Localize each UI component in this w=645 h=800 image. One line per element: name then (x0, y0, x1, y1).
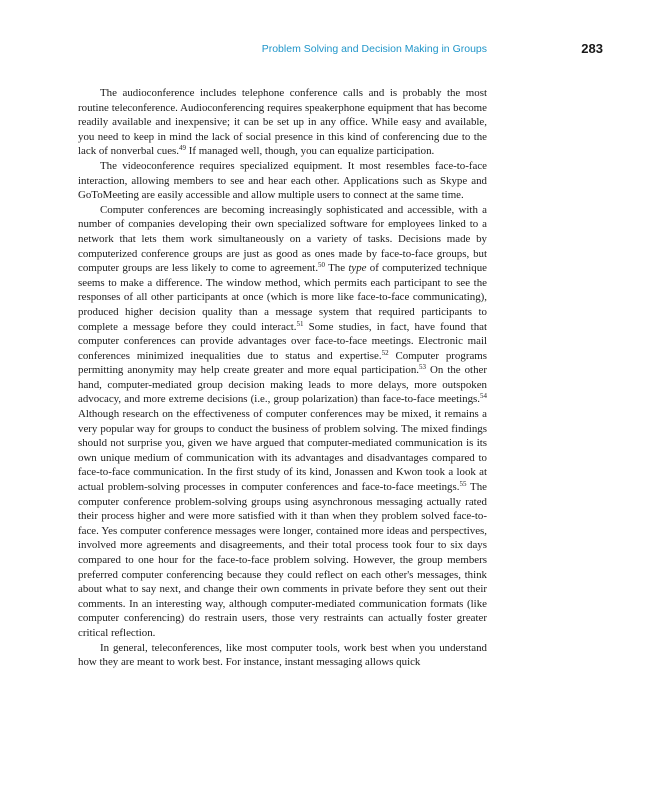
footnote-ref-49[interactable]: 49 (179, 144, 186, 153)
emphasis-type: type (348, 262, 367, 275)
paragraph-audioconference (78, 86, 487, 159)
paragraph-text: of computerized technique seems to make a difference. The window method, which permits each participant to see the responses of all other participants at once (which is more like face-to-face communicating), produced higher decision quality than a message system that required participants to complete a message before they could interact. (78, 262, 487, 333)
page-number: 283 (581, 41, 603, 56)
footnote-ref-50[interactable]: 50 (318, 261, 326, 270)
footnote-ref-51[interactable]: 51 (296, 319, 304, 328)
paragraph-text: The videoconference requires specialized equipment. It most resembles face-to-face interaction, allowing members to see and hear each other. Applications such as Skype and GoToMeeting are easily accessible and allow multiple users to connect at the same time. (78, 159, 487, 202)
paragraph-computer-conferences (78, 203, 487, 641)
paragraph-text: Computer programs permitting anonymity may help create greater and more equal participation. (78, 349, 487, 377)
paragraph-text: If managed well, though, you can equalize participation. (186, 145, 435, 158)
paragraph-text: In general, teleconferences, like most computer tools, work best when you understand how they are meant to work best. For instance, instant messaging allows quick (78, 641, 487, 669)
paragraph-videoconference (78, 159, 487, 203)
body-text (78, 86, 487, 670)
paragraph-general (78, 641, 487, 670)
paragraph-text: Although research on the effectiveness of computer conferences may be mixed, it remains a very popular way for groups to conduct the business of problem solving. The mixed findings should not surprise you, given we have argued that computer-mediated communication is its own unique medium of communication with its advantages and disadvantages compared to face-to-face communication. In the first study of its kind, Jonassen and Kwon took a look at actual problem-solving processes in computer conferences and face-to-face meetings. (78, 408, 487, 494)
paragraph-text: The audioconference includes telephone conference calls and is probably the most routine teleconference. Audioconferencing requires speakerphone equipment that has become readily available and inexpensive; it can be set up in any office. While easy and available, you need to keep in mind the lack of social presence in this kind of conferencing due to the lack of nonverbal cues. (78, 87, 487, 158)
paragraph-text: Some studies, in fact, have found that computer conferences can provide advantages over face-to-face meetings. Electronic mail conferences minimized inequalities due to status and expertise. (78, 320, 488, 362)
paragraph-text: The (325, 262, 349, 275)
footnote-ref-54[interactable]: 54 (480, 392, 487, 401)
running-head: Problem Solving and Decision Making in Groups (261, 43, 487, 55)
paragraph-text: On the other hand, computer-mediated group decision making leads to more delays, more outspoken advocacy, and more extreme decisions (i.e., group polarization) than face-to-face meetings. (78, 364, 487, 406)
paragraph-text: Computer conferences are becoming increasingly sophisticated and accessible, with a number of companies developing their own specialized software for employees linked to a network that lets them work simultaneously on a variety of tasks. Decisions made by computerized conference groups are just as good as ones made by face-to-face groups, but computer groups are less likely to come to agreement. (78, 203, 487, 275)
paragraph-text: The computer conference problem-solving groups using asynchronous messaging actually rated their process higher and were more satisfied with it than when they problem solved face-to-face. Yes computer conference messages were longer, contained more ideas and perspectives, involved more agreements and disagreements, and their total process took four to six days compared to one hour for the face-to-face problem solving. However, the group members preferred computer conferencing because they could reflect on each other's messages, think about what to say next, and change their own comments in private before they sent out their comments. In an interesting way, although computer-mediated communication formats (like computer conferencing) do restrain users, those very restraints can actually foster greater critical reflection. (78, 481, 487, 639)
footnote-ref-55[interactable]: 55 (459, 480, 467, 489)
footnote-ref-52[interactable]: 52 (381, 348, 389, 357)
footnote-ref-53[interactable]: 53 (419, 363, 427, 372)
